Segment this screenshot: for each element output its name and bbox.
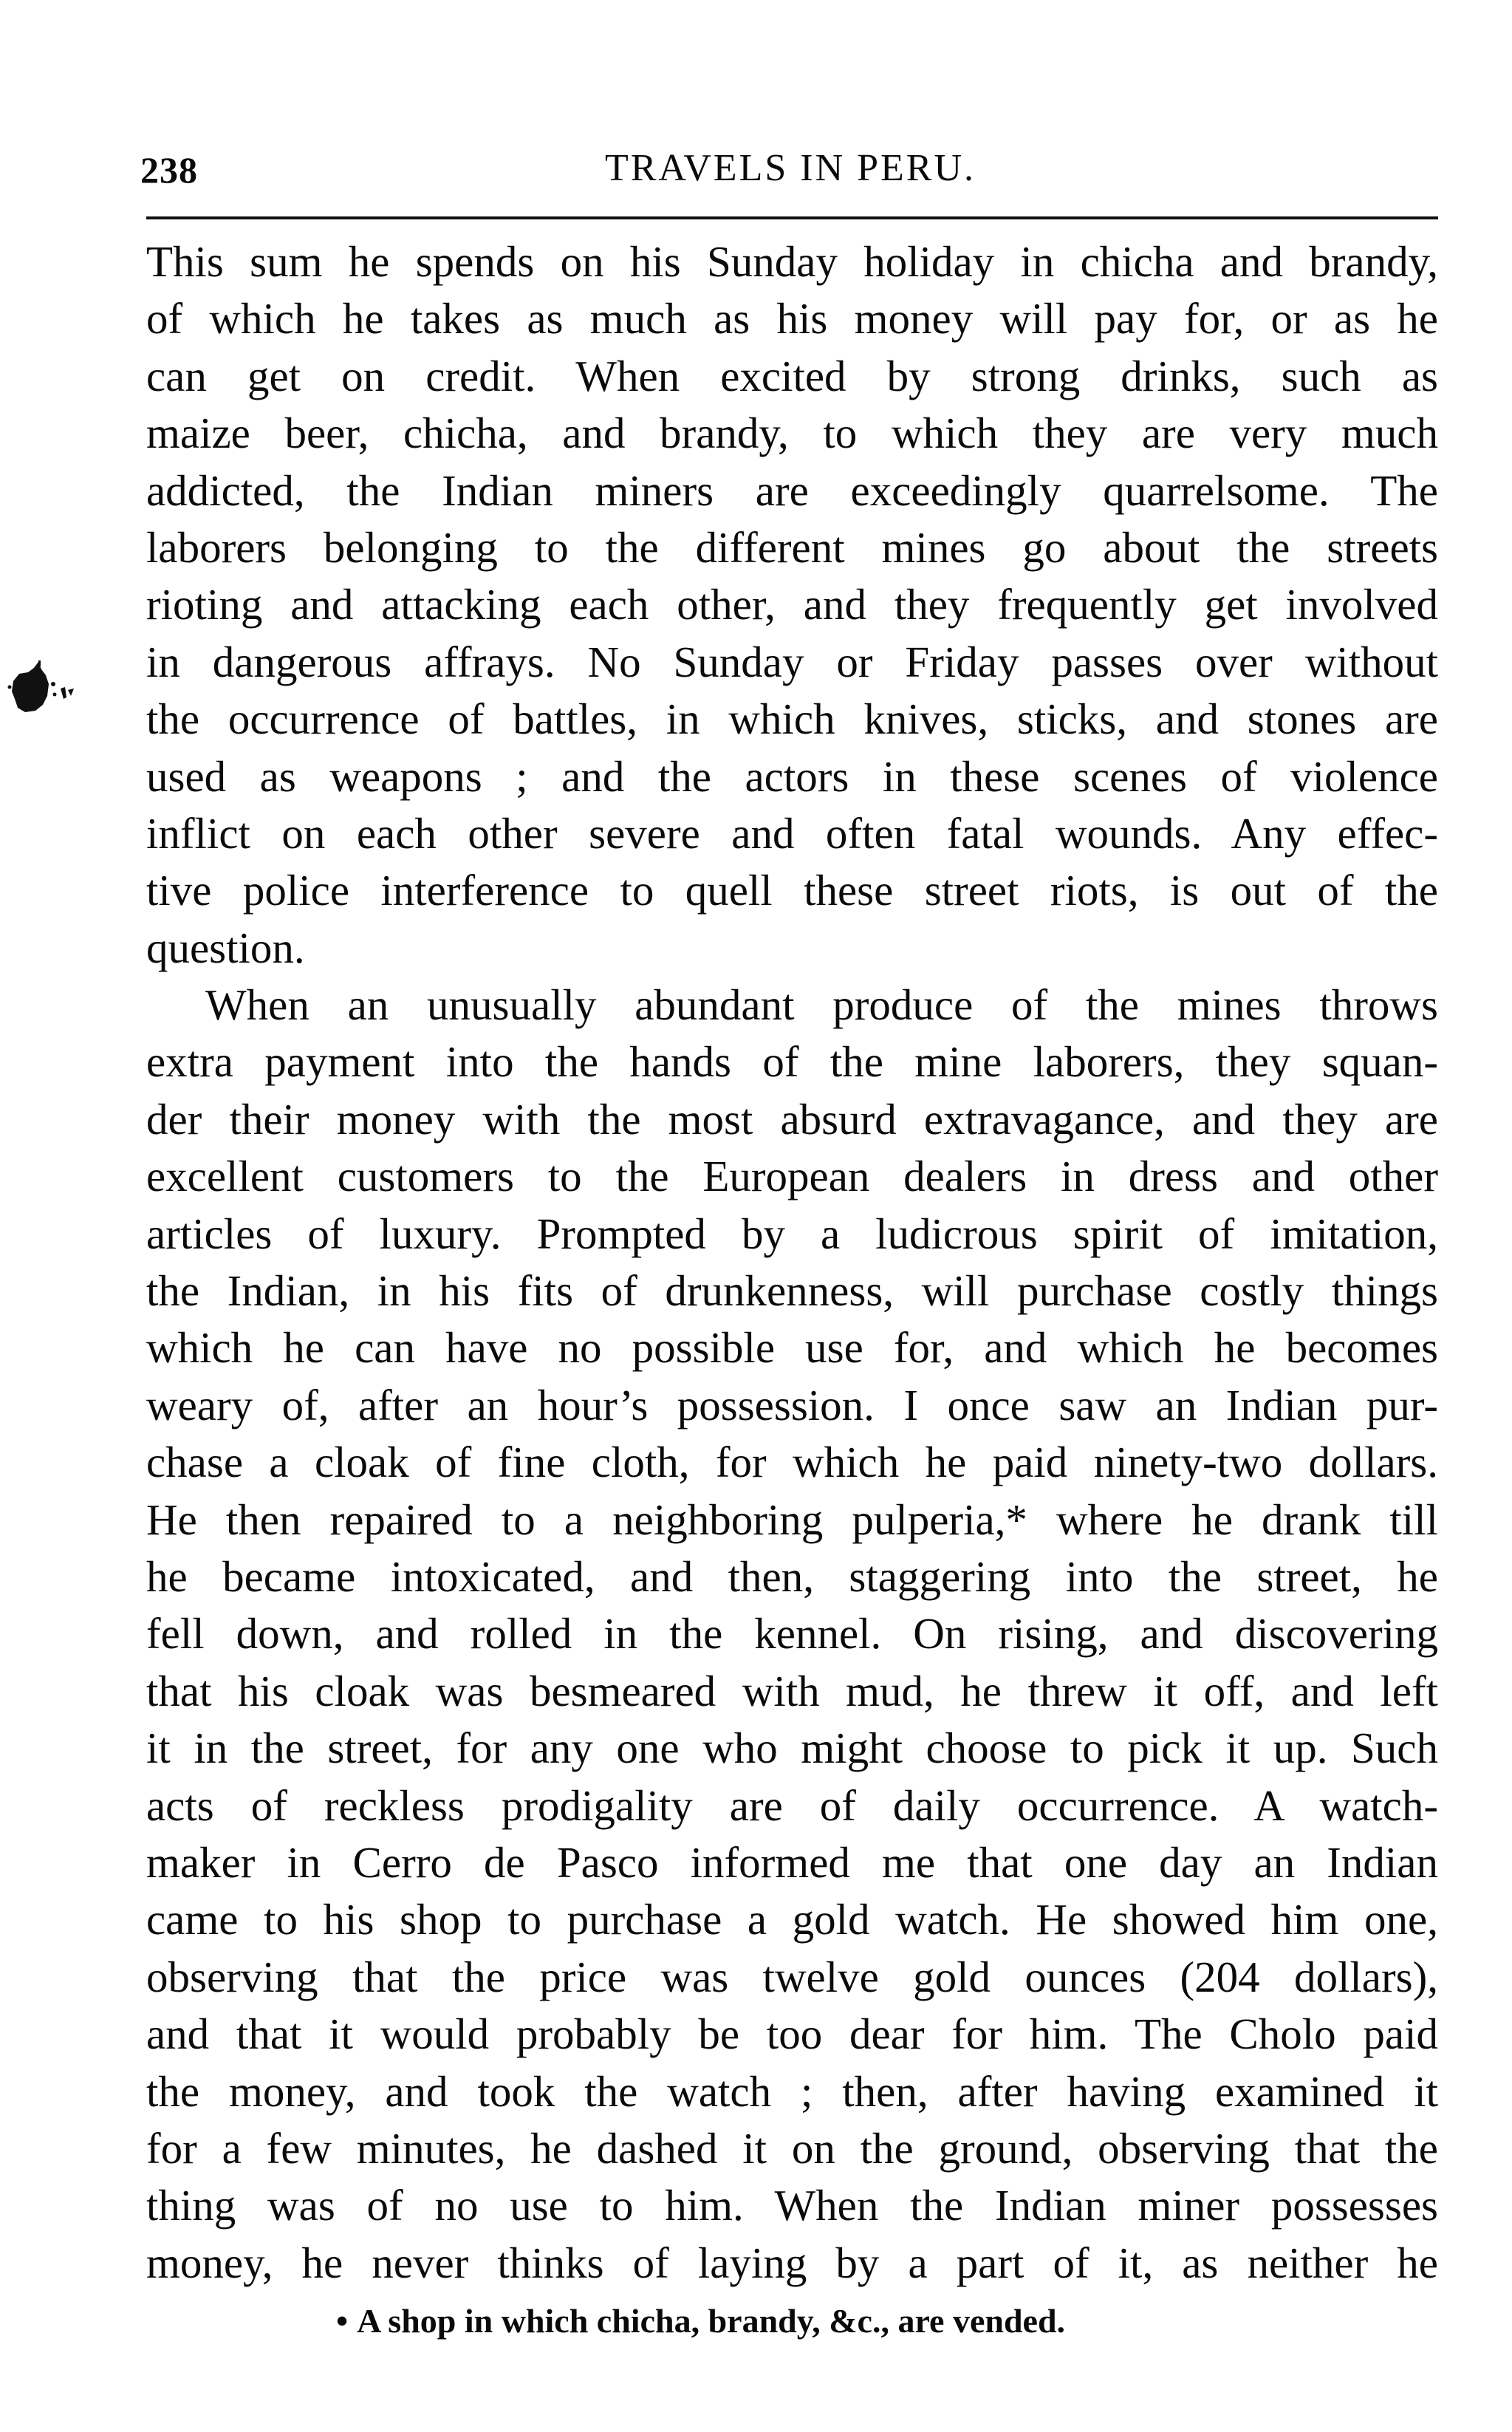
running-head-title: TRAVELS IN PERU.	[604, 147, 976, 189]
footnote-text: A shop in which chicha, brandy, &c., are vended.	[357, 2302, 1066, 2340]
text-line: observing that the price was twelve gold ounces (204 dollars),	[146, 1952, 1438, 2001]
text-line: for a few minutes, he dashed it on the ground, observing that the	[146, 2123, 1438, 2173]
page-number: 238	[140, 149, 198, 191]
text-line: and that it would probably be too dear for him. The Cholo paid	[146, 2009, 1438, 2059]
text-line: question.	[146, 923, 305, 972]
text-line: He then repaired to a neighboring pulperia,* where he drank till	[146, 1495, 1438, 1544]
header-rule	[146, 216, 1438, 219]
text-line: addicted, the Indian miners are exceedingly quarrelsome. The	[146, 465, 1438, 515]
text-line: used as weapons ; and the actors in these scenes of violence	[146, 751, 1438, 801]
text-line: can get on credit. When excited by strong drinks, such as	[146, 351, 1438, 400]
text-line: articles of luxury. Prompted by a ludicrous spirit of imitation,	[146, 1209, 1438, 1258]
text-line: maker in Cerro de Pasco informed me that one day an Indian	[146, 1837, 1438, 1887]
text-line: fell down, and rolled in the kennel. On rising, and discovering	[146, 1609, 1438, 1659]
text-line: excellent customers to the European dealers in dress and other	[146, 1152, 1438, 1201]
text-line: inflict on each other severe and often fatal wounds. Any effec-	[146, 808, 1438, 858]
text-line: der their money with the most absurd extravagance, and they are	[146, 1094, 1438, 1144]
text-line: money, he never thinks of laying by a part of it, as neither he	[146, 2238, 1438, 2287]
text-line: that his cloak was besmeared with mud, he threw it off, and left	[146, 1666, 1438, 1715]
text-line: the occurrence of battles, in which knives, sticks, and stones are	[146, 694, 1438, 744]
text-line: extra payment into the hands of the mine laborers, they squan-	[146, 1037, 1438, 1087]
text-line: it in the street, for any one who might choose to pick it up. Such	[146, 1724, 1438, 1773]
text-line: weary of, after an hour’s possession. I once saw an Indian pur-	[146, 1380, 1438, 1430]
text-line: which he can have no possible use for, and which he becomes	[146, 1323, 1438, 1373]
text-line: chase a cloak of fine cloth, for which he paid ninety-two dollars.	[146, 1438, 1438, 1487]
footnote-mark: •	[336, 2302, 349, 2340]
text-line: maize beer, chicha, and brandy, to which they are very much	[146, 409, 1438, 458]
text-line: acts of reckless prodigality are of daily occurrence. A watch-	[146, 1780, 1438, 1830]
text-line: came to his shop to purchase a gold watch. He showed him one,	[146, 1895, 1438, 1944]
text-line: rioting and attacking each other, and they frequently get involved	[146, 580, 1438, 629]
text-line: tive police interference to quell these street riots, is out of the	[146, 866, 1438, 915]
ink-blot-icon	[7, 659, 75, 715]
text-line: the Indian, in his fits of drunkenness, will purchase costly things	[146, 1266, 1438, 1316]
text-line: in dangerous affrays. No Sunday or Friday passes over without	[146, 637, 1438, 686]
body-text	[146, 233, 1438, 2292]
text-line: When an unusually abundant produce of the mines throws	[205, 980, 1438, 1030]
text-line: thing was of no use to him. When the Indian miner possesses	[146, 2181, 1438, 2230]
text-line: he became intoxicated, and then, staggering into the street, he	[146, 1551, 1438, 1601]
text-line: of which he takes as much as his money will pay for, or as he	[146, 294, 1438, 344]
text-line: the money, and took the watch ; then, after having examined it	[146, 2066, 1438, 2116]
footnote	[336, 2299, 1230, 2343]
text-line: laborers belonging to the different mines go about the streets	[146, 522, 1438, 572]
text-line: This sum he spends on his Sunday holiday in chicha and brandy,	[146, 237, 1438, 286]
